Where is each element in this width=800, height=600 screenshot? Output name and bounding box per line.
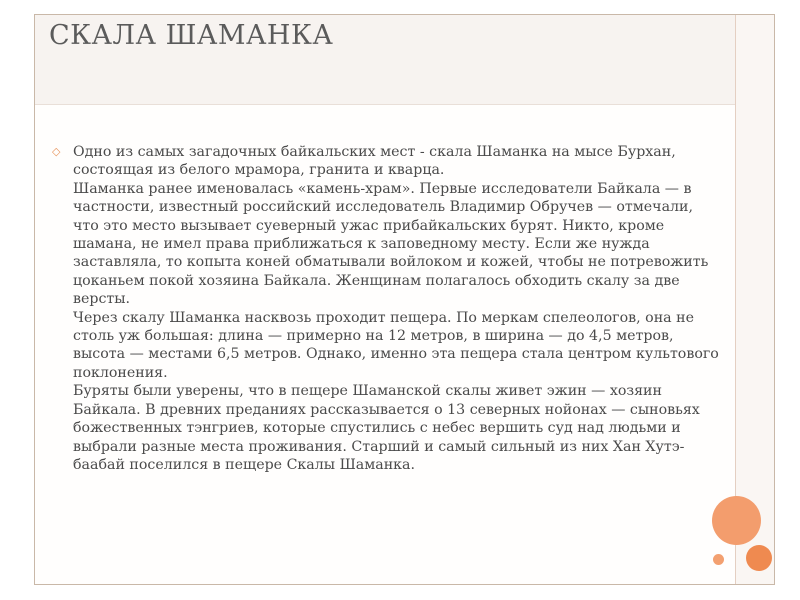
body-paragraph: Буряты были уверены, что в пещере Шаманской скалы живет эжин — хозяин Байкала. В древних преданиях рассказывается о 13 северных нойонах — сыновьях божественных тэнгриев, которые спустились с небес вершить суд над людьми и выбрали разные места проживания. Старший и самый сильный из них Хан Хутэ-баабай поселился в пещере Скалы Шаманка. <box>73 383 700 473</box>
body-paragraph: Одно из самых загадочных байкальских мест - скала Шаманка на мысе Бурхан, состоящая из белого мрамора, гранита и кварца. <box>73 144 676 179</box>
decorative-circle-large <box>712 496 761 545</box>
decorative-circle-small <box>746 545 772 571</box>
decorative-circle-tiny <box>713 554 724 565</box>
slide-body <box>73 143 723 474</box>
diamond-outline-icon: ◇ <box>52 145 61 158</box>
body-paragraph: Шаманка ранее именовалась «камень-храм». Первые исследователи Байкала — в частности, известный российский исследователь Владимир Обручев — отмечали, что это место вызывает суеверный ужас прибайкальских бурят. Никто, кроме шамана, не имел права приближаться к заповедному месту. Если же нужда заставляла, то копыта коней обматывали войлоком и кожей, чтобы не потревожить цоканьем покой хозяина Байкала. Женщинам полагалось обходить скалу за две версты. <box>73 180 709 308</box>
slide-title: СКАЛА ШАМАНКА <box>49 20 334 51</box>
body-paragraph: Через скалу Шаманка насквозь проходит пещера. По меркам спелеологов, она не столь уж большая: длина — примерно на 12 метров, в ширина — до 4,5 метров, высота — местами 6,5 метров. Однако, именно эта пещера стала центром культового поклонения. <box>73 309 719 381</box>
title-divider <box>35 104 735 105</box>
